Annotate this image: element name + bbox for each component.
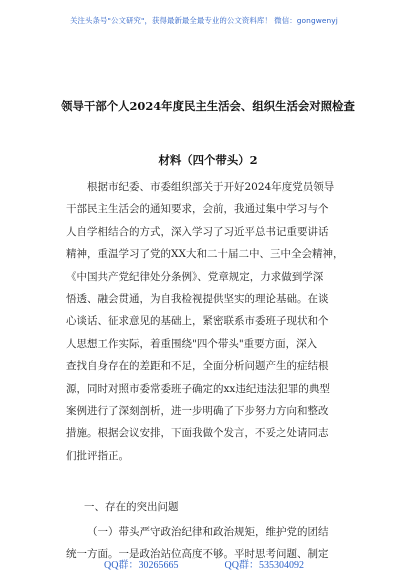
- paragraph-line: 源，同时对照市委常委班子确定的xx违纪违法犯罪的典型: [66, 382, 330, 395]
- paragraph-line: 人思想工作实际，着重围绕"四个带头"重要方面，深入: [66, 337, 318, 350]
- footer-qq-group-2: QQ群：535304092: [224, 560, 304, 571]
- document-title-line-2: 材料（四个带头）2: [158, 153, 258, 167]
- paragraph-line: 根据市纪委、市委组织部关于开好2024年度党员领导: [87, 181, 335, 193]
- paragraph-line: 《中国共产党纪律处分条例》、党章规定，力求做到学深: [66, 270, 324, 283]
- paragraph-line: 们批评指正。: [66, 449, 129, 462]
- footer-qq-group-1: QQ群：30265665: [104, 560, 179, 571]
- paragraph-line: 查找自身存在的差距和不足，全面分析问题产生的症结根: [66, 360, 329, 373]
- paragraph-line: 心谈话、征求意见的基础上，紧密联系市委班子现状和个: [66, 315, 329, 328]
- paragraph-line: 精神，重温学习了党的XX大和二十届二中、三中全会精神，: [66, 248, 344, 261]
- subsection-line: 统一方面。一是政治站位高度不够。平时思考问题、制定: [66, 548, 329, 561]
- paragraph-line: 案例进行了深刻剖析，进一步明确了下步努力方向和整改: [66, 404, 329, 417]
- document-title-line-1: 领导干部个人2024年度民主生活会、组织生活会对照检查: [61, 99, 355, 113]
- paragraph-line: 干部民主生活会的通知要求，会前，我通过集中学习与个: [66, 203, 329, 216]
- paragraph-line: 人自学相结合的方式，深入学习了习近平总书记重要讲话: [66, 225, 329, 238]
- footer-contact: [0, 556, 408, 576]
- body-paragraph: [66, 176, 362, 467]
- section-heading: 一、存在的突出问题: [84, 501, 179, 513]
- subsection-line: （一）带头严守政治纪律和政治规矩，维护党的团结: [87, 526, 329, 538]
- paragraph-line: 悟透、融会贯通，为自我检视提供坚实的理论基础。在谈: [66, 292, 329, 305]
- header-banner-text: 关注头条号"公文研究"，获得最新最全最专业的公文资料库！ 微信：gongwenyj: [70, 15, 338, 25]
- paragraph-line: 措施。根据会议安排，下面我做个发言，不妥之处请同志: [66, 427, 329, 440]
- header-banner: [0, 0, 408, 40]
